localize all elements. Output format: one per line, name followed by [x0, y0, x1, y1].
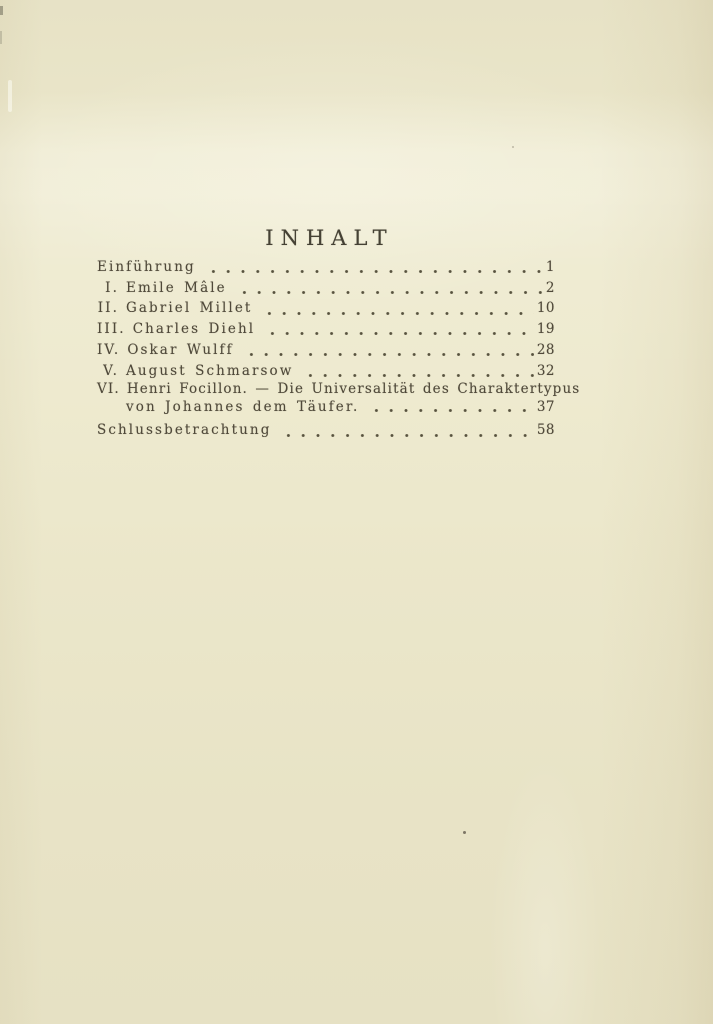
dot-leader [240, 340, 534, 361]
dot-leader [261, 319, 534, 340]
entry-page-number: 10 [536, 300, 555, 317]
entry-title: Gabriel Millet [126, 300, 253, 317]
entry-title: Emile Mâle [126, 279, 227, 296]
entry-line-1 [97, 381, 581, 399]
entry-page-number: 58 [536, 422, 555, 439]
toc-entry [97, 420, 555, 441]
toc-entry [97, 319, 555, 340]
entry-numeral: II. [97, 300, 119, 317]
entry-page-number: 1 [545, 259, 555, 275]
entry-page-number: 2 [545, 279, 555, 296]
dot-leader [202, 257, 543, 278]
toc-entry [97, 278, 555, 299]
entry-page-number: 37 [536, 398, 555, 415]
page-edge-mark [0, 31, 2, 44]
entry-title-continued: von Johannes dem Täufer. [126, 398, 360, 415]
entry-title: Oskar Wulff [127, 341, 234, 358]
table-of-contents [97, 257, 581, 441]
paper-scratch [8, 80, 12, 112]
toc-entry [97, 298, 555, 319]
paper-speck [512, 146, 514, 148]
entry-numeral: VI. [97, 381, 120, 398]
dot-leader [233, 278, 543, 299]
entry-numeral: III. [97, 321, 126, 338]
entry-page-number: 32 [536, 362, 555, 379]
entry-line-2 [126, 399, 555, 417]
toc-entry [97, 257, 555, 278]
contents-block [97, 226, 581, 441]
paper-speck [463, 831, 466, 834]
entry-page-number: 28 [536, 341, 555, 358]
entry-title: Einführung [97, 259, 196, 275]
entry-numeral: IV. [97, 341, 121, 358]
entry-title: August Schmarsow [126, 362, 294, 379]
toc-entry [97, 381, 581, 416]
dot-leader [258, 298, 533, 319]
page-title: INHALT [265, 226, 394, 250]
toc-entry [97, 361, 555, 382]
dot-leader [365, 399, 533, 417]
toc-entry [97, 340, 555, 361]
entry-title: Charles Diehl [132, 321, 256, 338]
entry-title: Schlussbetrachtung [97, 422, 272, 439]
entry-numeral: I. [105, 279, 119, 296]
entry-page-number: 19 [536, 321, 555, 338]
dot-leader [299, 361, 533, 382]
entry-numeral: V. [103, 362, 119, 379]
entry-title: Henri Focillon. — Die Universalität des Charaktertypus [126, 381, 581, 398]
dot-leader [277, 420, 533, 441]
page-edge-mark [0, 6, 3, 15]
